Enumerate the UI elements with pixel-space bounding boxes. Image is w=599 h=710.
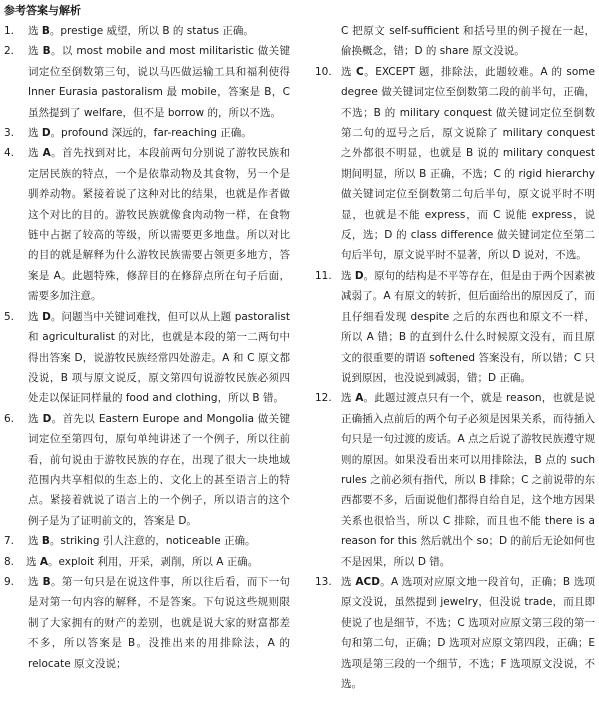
answer-letter: C bbox=[355, 65, 364, 78]
item-number: 1. bbox=[4, 25, 15, 37]
item-body bbox=[28, 41, 290, 123]
explanation-text: 。striking 引人注意的，noticeable 正确。 bbox=[49, 535, 256, 548]
item-body bbox=[341, 266, 595, 388]
answer-letter: B bbox=[41, 25, 50, 37]
answer-item-4 bbox=[4, 143, 290, 306]
answer-letter: B bbox=[42, 575, 51, 588]
item-body bbox=[26, 552, 290, 572]
item-number: 2. bbox=[4, 45, 15, 58]
answer-letter: A bbox=[39, 555, 48, 568]
answer-letter: A bbox=[355, 392, 364, 405]
answer-letter: D bbox=[42, 310, 51, 323]
item-number: 3. bbox=[4, 127, 15, 140]
explanation-text: 。第一句只是在说这件事，所以往后看，而下一句是对第一句内容的解释，不是答案。下句说这些规则限制了大家拥有的财产的差别，也就是说大家的财富都差不多，所以答案是 B。没推出来的用排除法，A 的 relocate 原文没说； bbox=[28, 575, 291, 670]
answer-letter: B bbox=[41, 535, 50, 548]
item-prefix: 选 bbox=[341, 392, 356, 405]
answer-letter: D bbox=[354, 269, 364, 282]
item-body bbox=[28, 572, 290, 674]
item-prefix: 选 bbox=[28, 25, 42, 37]
answer-item-7 bbox=[4, 531, 290, 551]
item-number: 6. bbox=[4, 412, 15, 425]
item-prefix: 选 bbox=[341, 65, 356, 78]
answer-item-9-continued bbox=[315, 21, 595, 62]
item-number: 5. bbox=[4, 310, 15, 323]
item-prefix: 选 bbox=[341, 269, 355, 282]
explanation-text: 。EXCEPT 题，排除法，此题较难。A 的 some degree 做关键词定位至倒数第二段的前半句，正确，不选；B 的 military conquest 做关键词定位至倒数第二句的逗号之后，原文说除了 military conquest 之外都很不明显，也就是 B 说的 military conquest 期间明显，所以 B 正确，不选；C 的 rigid hierarchy 做关键词定位至倒数第二句后半句，原文说平时不明显，也就是不能 express，而 C 说能 express，说反，选；D 的 class difference 做关键词定位至第二句后半句，原文说平时不显著，所以 D 说对，不选。 bbox=[341, 65, 595, 262]
explanation-text: 。首先找到对比，本段前两句分别说了游牧民族和定居民族的特点，一个是依靠动物及其食物，另一个是驯养动物。紧接着说了这种对比的结果，也就是作者做这个对比的目的。游牧民族就像食肉动物一样，在食物链中占据了较高的等级，所以需要更多地盘。所以对比的目的就是解释为什么游牧民族需要占领更多地方，答案是 A。此题特殊，修辞目的在修辞点所在句子后面，需要多加注意。 bbox=[28, 147, 290, 303]
explanation-text: 。此题过渡点只有一个，就是 reason，也就是说正确插入点前后的两个句子必须是因果关系，而待插入句只是一句过渡的废话。A 点之后说了游牧民族遵守规则的原因。如果没看出来可以用排除法，B 点的 such rules 之前必须有指代，所以 B 排除；C 之前说带的东西都要不多，后面说他们都得自给自足，这个地方因果关系也很恰当，所以 C 排除，而且也不能 there is a reason for this 然后就出个 so；D 的前后无论如何也不是因果，所以 D 错。 bbox=[341, 392, 595, 568]
answer-item-9 bbox=[4, 572, 290, 674]
explanation-text: 。原句的结构是不平等存在，但是由于两个因素被减弱了。A 有原文的转折，但后面给出的原因反了，而且仔细看发现 despite 之后的东西也和原文不一样，所以 A 错；B 的直到什么什么时候原文没有，而且原文的很重要的谓语 softened 答案没有，所以错；C 只说到原因，也没说到减弱，错；D 正确。 bbox=[341, 269, 595, 384]
answer-item-5 bbox=[4, 307, 290, 409]
item-prefix: 选 bbox=[28, 535, 42, 548]
item-body bbox=[28, 123, 290, 143]
item-prefix: 选 bbox=[28, 127, 42, 140]
item-body bbox=[28, 143, 290, 306]
answer-letter: D bbox=[42, 412, 52, 425]
item-body bbox=[341, 21, 595, 62]
answer-item-1 bbox=[4, 21, 290, 41]
answer-letter: B bbox=[42, 45, 51, 58]
explanation-text: 。问题当中关键词难找，但可以从上题 pastoralist 和 agriculturalist 的对比，也就是本段的第一二两句中得出答案 D，说游牧民族经常四处游走。A 和 C 原文都没说，B 项与原文说反，原文第四句说游牧民族必须四处走以保证同样量的 food and clothing，所以 B 错。 bbox=[28, 310, 290, 405]
item-prefix: 选 bbox=[28, 45, 43, 58]
explanation-text: 。exploit 利用，开采，剥削，所以 A 正确。 bbox=[47, 555, 259, 568]
explanation-text: 。A 选项对应原文地一段首句，正确；B 选项原文没说，虽然提到 jewelry，但没说 trade，而且即使说了也是细节，不选；C 选项对应原文第三段的第一句和第二句，正确；D 选项对应原文第四段，正确；E 选项是第三段的一个细节，不选；F 选项原文没说，不选。 bbox=[341, 575, 596, 690]
item-number: 11. bbox=[315, 269, 332, 282]
item-body bbox=[28, 531, 290, 551]
item-body bbox=[28, 21, 290, 41]
explanation-text: 。prestige 威望，所以 B 的 status 正确。 bbox=[49, 25, 254, 37]
item-body bbox=[341, 62, 595, 266]
answer-item-12 bbox=[315, 388, 595, 572]
explanation-text: C 把原文 self-sufficient 和括号里的例子搅在一起，偷换概念，错；D 的 share 原文没说。 bbox=[341, 25, 595, 58]
answer-letter: ACD bbox=[355, 575, 380, 588]
item-prefix: 选 bbox=[26, 555, 40, 568]
answer-item-3 bbox=[4, 123, 290, 143]
item-number: 13. bbox=[315, 575, 332, 588]
page-heading: 参考答案与解析 bbox=[4, 4, 81, 17]
left-column bbox=[4, 21, 290, 674]
answer-item-10 bbox=[315, 62, 595, 266]
item-prefix: 选 bbox=[341, 575, 356, 588]
item-body bbox=[28, 409, 290, 531]
item-prefix: 选 bbox=[28, 310, 43, 323]
item-number: 4. bbox=[4, 147, 15, 160]
explanation-text: 。profound 深远的，far-reaching 正确。 bbox=[50, 127, 252, 140]
answer-letter: A bbox=[42, 147, 51, 160]
answer-item-8 bbox=[4, 552, 290, 572]
item-body bbox=[341, 388, 595, 572]
answer-item-11 bbox=[315, 266, 595, 388]
item-body bbox=[341, 572, 595, 694]
item-prefix: 选 bbox=[28, 147, 43, 160]
item-number: 7. bbox=[4, 535, 15, 548]
answer-letter: D bbox=[41, 127, 51, 140]
right-column bbox=[315, 21, 595, 694]
item-prefix: 选 bbox=[28, 412, 43, 425]
item-number: 8. bbox=[4, 555, 15, 568]
answer-item-13 bbox=[315, 572, 595, 694]
item-prefix: 选 bbox=[28, 575, 43, 588]
item-number: 10. bbox=[315, 65, 332, 78]
answer-item-6 bbox=[4, 409, 290, 531]
answer-item-2 bbox=[4, 41, 290, 123]
item-number: 12. bbox=[315, 392, 332, 405]
item-number: 9. bbox=[4, 575, 15, 588]
explanation-text: 。以 most mobile and most militaristic 做关键词定位至倒数第三句，说以马匹做运输工具和福利使得 Inner Eurasia pastoralism 最 mobile，答案是 B，C 虽然提到了 welfare，但不是 borrow 的，所以不选。 bbox=[28, 45, 291, 119]
explanation-text: 。首先以 Eastern Europe and Mongolia 做关键词定位至第四句，原句单纯讲述了一个例子，所以往前看，前句说由于游牧民族的存在，出现了很大一块地域范围内共享相似的生态上的、文化上的甚至语言上的特点。紧接着就说了语言上的一个例子，所以语言的这个例子是为了证明前文的，答案是 D。 bbox=[28, 412, 290, 527]
item-body bbox=[28, 307, 290, 409]
